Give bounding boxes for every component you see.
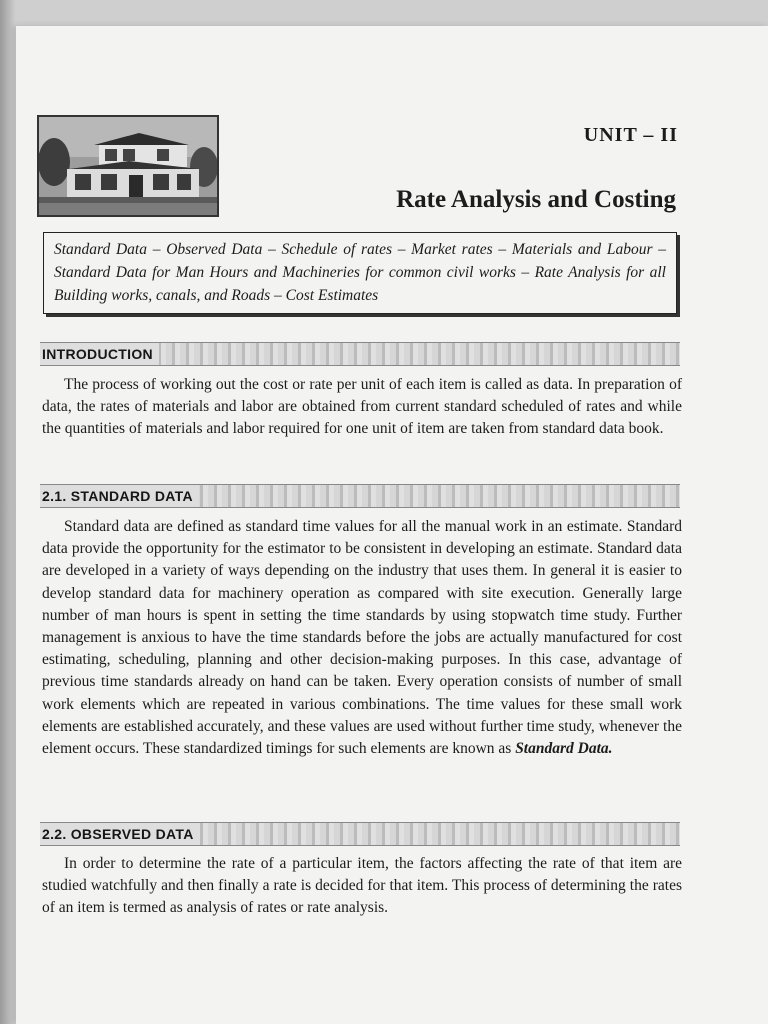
standard-data-text: Standard data are defined as standard time values for all the manual work in an estimate. Standard data provide the opportunity for the estimator to be consistent in developing an estimate. Standard data are developed in a variety of ways depending on the industry that uses them. In general it is easier to develop standard data for machinery operation as compared with site execution. Generally large number of man hours is spent in setting the time standards by using stopwatch time study. Further management is anxious to have the time standards before the jobs are actually manufactured for cost estimating, scheduling, planning and other decision-making purposes. In this case, advantage of previous time standards already on hand can be taken. Every operation consists of number of small work elements which are repeated in various combinations. The time values for these small work elements are established accurately, and these values are used without further time study, whenever the element occurs. These standardized timings for such elements are known as bbox=[42, 518, 682, 758]
section-header-observed-data bbox=[40, 822, 680, 846]
section-header-introduction bbox=[40, 342, 680, 366]
house-image bbox=[39, 117, 217, 215]
unit-title: Rate Analysis and Costing bbox=[396, 186, 676, 213]
unit-number: UNIT – II bbox=[583, 124, 678, 146]
section-heading: 2.1. STANDARD DATA bbox=[40, 485, 199, 507]
section-heading: 2.2. OBSERVED DATA bbox=[40, 823, 200, 845]
section-header-standard-data bbox=[40, 484, 680, 508]
section-heading: INTRODUCTION bbox=[40, 343, 159, 365]
page-edge-shadow bbox=[0, 0, 16, 1024]
house-illustration bbox=[37, 115, 219, 217]
standard-data-term: Standard Data. bbox=[515, 740, 613, 758]
observed-data-paragraph: In order to determine the rate of a particular item, the factors affecting the rate of that item are studied watchfully and then finally a rate is decided for that item. This process of determining the rates of an item is termed as analysis of rates or rate analysis. bbox=[42, 855, 682, 917]
introduction-paragraph: The process of working out the cost or rate per unit of each item is called as data. In preparation of data, the rates of materials and labor are obtained from current standard scheduled of rates and while the quantities of materials and labor required for one unit of item are taken from standard data book. bbox=[42, 376, 682, 438]
standard-data-paragraph bbox=[42, 516, 682, 760]
syllabus-box: Standard Data – Observed Data – Schedule of rates – Market rates – Materials and Labour – Standard Data for Man Hours and Machineries for common civil works – Rate Analysis for all Building works, canals, and Roads – Cost Estimates bbox=[43, 232, 677, 314]
